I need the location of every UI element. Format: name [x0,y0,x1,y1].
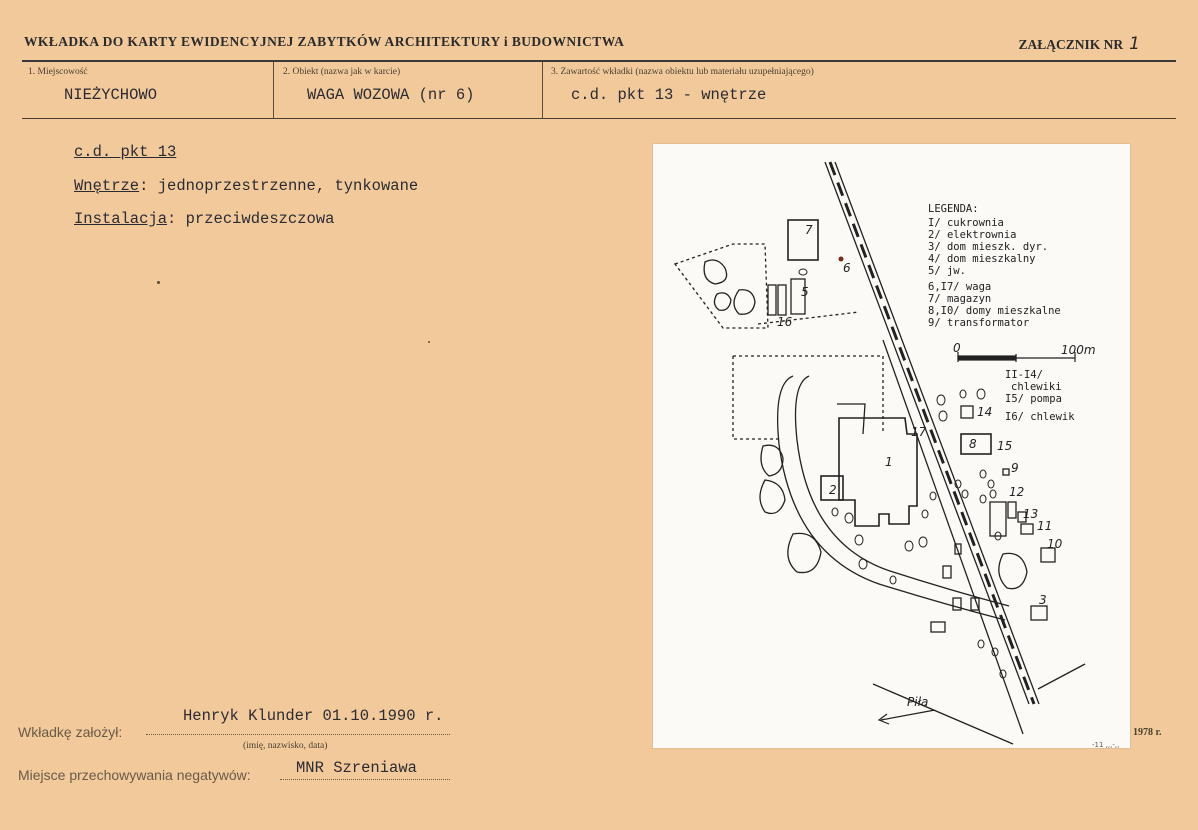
legend-title: LEGENDA: [928,203,979,215]
tree [962,490,968,498]
tree [859,559,867,569]
legend-items [928,217,1061,329]
tree [890,576,896,584]
arrow-shaft [881,710,935,720]
tree [930,492,936,500]
storage-value: MNR Szreniawa [296,759,417,777]
legend-item: I5/ pompa [1005,393,1062,405]
tree [855,535,863,545]
map-number-label: 14 [977,405,993,419]
document-title: WKŁADKA DO KARTY EWIDENCYJNEJ ZABYTKÓW ARCHITEKTURY i BUDOWNICTWA [24,34,625,49]
map-number-label: 3 [1039,593,1047,607]
tree [990,490,996,498]
tree [922,510,928,518]
legend-item: chlewiki [1011,381,1062,393]
tree [980,470,986,478]
tree-cluster [760,480,785,514]
small-building-4 [943,566,951,578]
author-label: Wkładkę założył: [18,724,123,740]
site-plan-map [653,144,1130,748]
content-label: 3. Zawartość wkładki (nazwa obiektu lub materiału uzupełniającego) [551,67,814,77]
map-number-label: 5 [801,285,809,299]
object-value: WAGA WOZOWA (nr 6) [307,86,475,104]
scale-start: 0 [953,341,961,355]
tree [919,537,927,547]
tree-cluster [761,445,783,476]
interior-label: Wnętrze [74,177,140,195]
tree [960,390,966,398]
legend-item: 2/ elektrownia [928,229,1017,241]
legend-item: I/ cukrownia [928,217,1004,229]
tree [937,395,945,405]
direction-label: Piła [907,695,929,709]
storage-label: Miejsce przechowywania negatywów: [18,767,251,783]
legend-item: 3/ dom mieszk. dyr. [928,241,1049,253]
legend-item: 4/ dom mieszkalny [928,253,1036,265]
paper-speck [157,281,160,284]
tree-cluster [999,553,1027,588]
warehouse-building [788,220,818,260]
map-number-label: 7 [805,223,813,237]
annex-label [1019,34,1140,54]
annex-label-text: ZAŁĄCZNIK NR [1018,37,1124,52]
outbuilding-16a [768,285,776,315]
tree-cluster [714,293,731,310]
house-10a [990,502,1006,536]
map-number-label: 6 [843,261,851,275]
map-number-label: 17 [911,425,927,439]
map-number-label: 16 [777,315,793,329]
scale-end: 100m [1061,343,1096,357]
locality-value: NIEŻYCHOWO [64,86,158,104]
tree-cluster [704,260,727,284]
object-label: 2. Obiekt (nazwa jak w karcie) [283,67,401,77]
platform [837,404,865,434]
map-number-label: 9 [1011,461,1019,475]
fence-boundary-2 [733,356,778,439]
map-number-label: 11 [1037,519,1053,533]
fence-boundary [733,356,883,434]
tree [905,541,913,551]
map-number-label: 8 [969,437,977,451]
tree [977,389,985,399]
map-number-label: 13 [1023,507,1039,521]
interior-line [74,177,418,195]
tree [980,495,986,503]
paper-speck [428,341,430,343]
side-road-2 [873,684,1013,744]
interior-value: : jednoprzestrzenne, tynkowane [139,177,419,195]
pigsty-11 [1021,524,1033,534]
sugar-factory-building [839,418,917,526]
pigsty-14 [961,406,973,418]
field-divider-2 [542,62,543,118]
installation-value: : przeciwdeszczowa [167,210,335,228]
installation-line [74,210,334,228]
annex-number: 1 [1129,34,1140,54]
author-value: Henryk Klunder 01.10.1990 r. [183,707,444,725]
tree [845,513,853,523]
locality-label: 1. Miejscowość [28,67,88,77]
direction-arrow [879,710,935,724]
legend-item: 7/ magazyn [928,293,992,305]
section-reference: c.d. pkt 13 [74,143,177,161]
installation-label: Instalacja [74,210,168,228]
side-road [1038,664,1085,689]
site-plan-photo [653,144,1130,748]
director-house [1031,606,1047,620]
year-mark: 1978 r. [1133,727,1162,738]
header-rule-bottom [22,118,1176,119]
legend-item: II-I4/ [1005,369,1043,381]
tree-cluster [788,533,821,572]
author-dotted-line [146,734,450,735]
tree [988,480,994,488]
tree [799,269,807,275]
transformer [1003,469,1009,475]
legend-item: 5/ jw. [928,265,966,277]
legend-item: 9/ transformator [928,317,1030,329]
tree [978,640,984,648]
corner-mark: -11 ,,,-,, [1092,741,1120,749]
legend-items-2 [1005,369,1075,423]
scale-bar [958,352,1075,362]
field-divider-1 [273,62,274,118]
map-number-label: 15 [997,439,1013,453]
legend-item: I6/ chlewik [1005,411,1075,423]
tree [832,508,838,516]
scale-bar-fill [958,356,1016,360]
legend-item: 8,I0/ domy mieszkalne [928,305,1061,317]
fence-enclosure [675,244,768,328]
map-number-label: 10 [1047,537,1063,551]
legend-block [928,203,1075,423]
legend-item: 6,I7/ waga [928,281,992,293]
fence-line [758,312,859,324]
map-number-label: 1 [885,455,893,469]
author-caption: (imię, nazwisko, data) [243,741,328,751]
map-number-label: 12 [1009,485,1025,499]
tree-cluster [734,290,755,315]
small-building [931,622,945,632]
header-rule-top [22,60,1176,62]
tree [939,411,947,421]
content-value: c.d. pkt 13 - wnętrze [571,86,767,104]
pigsty-12 [1008,502,1016,518]
road-edge [883,340,1023,734]
map-number-label: 2 [829,483,837,497]
outbuilding-16b [778,285,786,315]
storage-dotted-line [280,779,450,780]
